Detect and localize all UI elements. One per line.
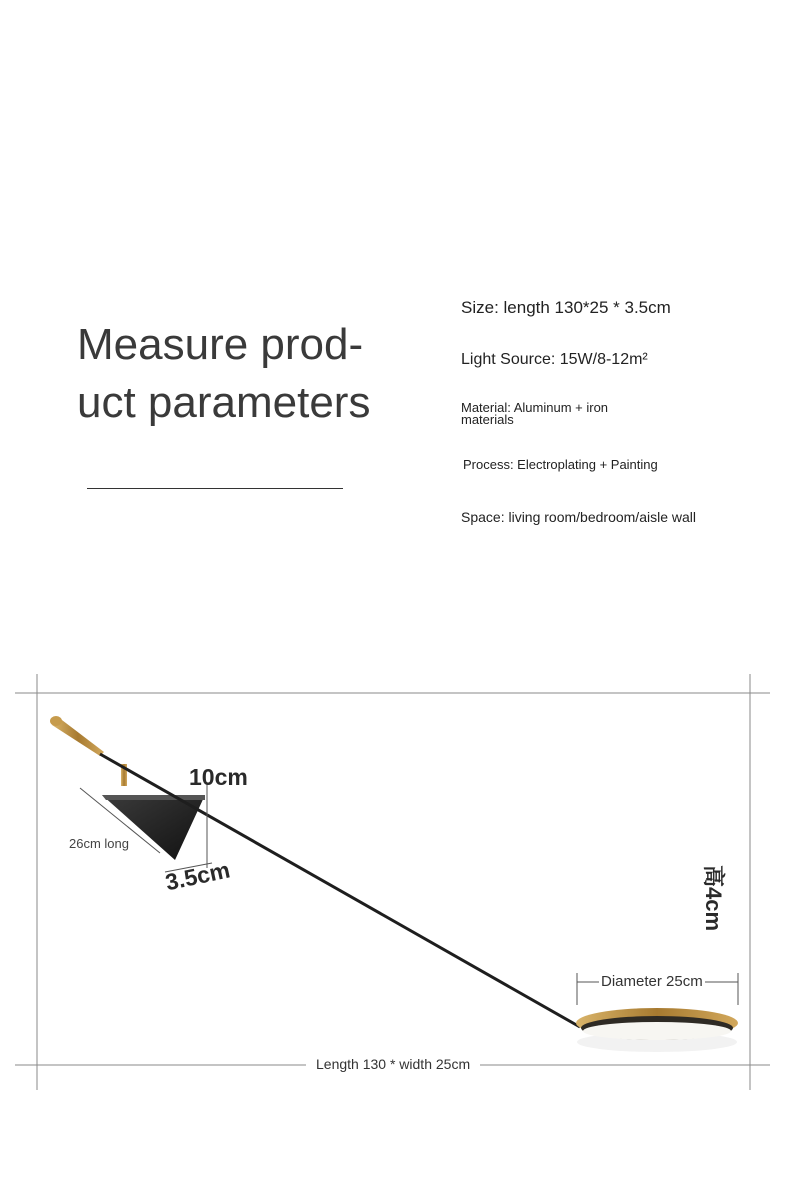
label-base-thickness: 3.5cm xyxy=(163,856,233,896)
section-title: Measure prod- uct parameters xyxy=(77,320,371,427)
lamp-illustration xyxy=(0,660,790,1110)
ring-light-diffuser xyxy=(583,1022,731,1040)
spec-size: Size: length 130*25 * 3.5cm xyxy=(461,298,671,317)
label-base-length: 26cm long xyxy=(69,836,129,851)
label-overall-size: Length 130 * width 25cm xyxy=(306,1056,480,1072)
spec-space: Space: living room/bedroom/aisle wall xyxy=(461,509,696,525)
title-underline xyxy=(87,488,343,489)
label-ring-height: 高4cm xyxy=(701,865,726,932)
spec-material: Material: Aluminum + iron materials xyxy=(461,400,609,427)
gold-cone-cap xyxy=(50,716,62,726)
spec-light-source: Light Source: 15W/8-12m² xyxy=(461,351,648,368)
label-ring-diameter: Diameter 25cm xyxy=(601,973,703,990)
product-dimension-diagram xyxy=(0,660,790,1110)
spec-process: Process: Electroplating + Painting xyxy=(463,457,658,472)
wall-plate-edge xyxy=(102,795,205,800)
label-base-height: 10cm xyxy=(189,764,248,790)
